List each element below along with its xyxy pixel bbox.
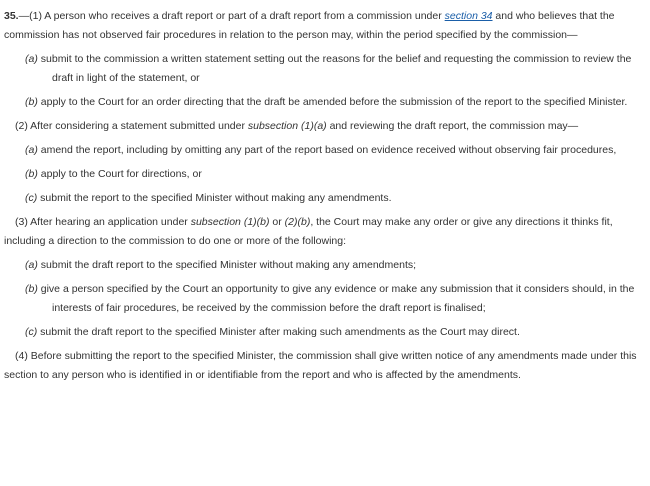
subsection-2-text-b: and reviewing the draft report, the commission may— xyxy=(326,120,579,132)
paragraph-text: submit the report to the specified Minister without making any amendments. xyxy=(37,192,392,204)
paragraph-label: (c) xyxy=(25,192,38,204)
paragraph-label: (a) xyxy=(25,259,38,271)
paragraph-2a xyxy=(4,141,640,160)
paragraph-text: apply to the Court for an order directing that the draft be amended before the submission of the report to the specified Minister. xyxy=(37,96,628,108)
subsection-4 xyxy=(4,347,640,385)
paragraph-label: (b) xyxy=(25,168,38,180)
paragraph-text: submit to the commission a written statement setting out the reasons for the belief and requesting the commission to review the draft in light of the statement, or xyxy=(37,53,632,84)
paragraph-label: (b) xyxy=(25,283,38,295)
subsection-1-intro-b: and who believes that the commission has not observed fair procedures in relation to the person may, within the period specified by the commission— xyxy=(4,10,615,41)
paragraph-text: amend the report, including by omitting any part of the report based on evidence received without observing fair procedures, xyxy=(37,144,617,156)
section-34-link[interactable]: section 34 xyxy=(444,10,493,22)
paragraph-text: apply to the Court for directions, or xyxy=(37,168,202,180)
paragraph-label: (c) xyxy=(25,326,38,338)
paragraph-text: submit the draft report to the specified Minister after making such amendments as the Court may direct. xyxy=(37,326,520,338)
paragraph-text: give a person specified by the Court an opportunity to give any evidence or make any submission that it considers should, in the interests of fair procedures, be received by the commission before the draft report is finalised; xyxy=(37,283,635,314)
paragraph-2c xyxy=(4,189,640,208)
subsection-3-or: or xyxy=(269,216,285,228)
subsection-1-intro-a: A person who receives a draft report or part of a draft report from a commission under xyxy=(44,10,445,22)
subsection-2-text-a: (2) After considering a statement submitted under xyxy=(15,120,248,132)
section-35-subsection-1 xyxy=(4,7,640,45)
subsection-2b-ref: (2)(b) xyxy=(284,216,311,228)
subsection-3-text-a: (3) After hearing an application under xyxy=(15,216,191,228)
subsection-1b-ref: subsection (1)(b) xyxy=(190,216,270,228)
subsection-3-text-b: , the Court may make any order or give any directions it thinks fit, including a direction to the commission to do one or more of the following: xyxy=(4,216,613,247)
paragraph-3a xyxy=(4,256,640,275)
paragraph-label: (b) xyxy=(25,96,38,108)
subsection-1-label: —(1) xyxy=(18,10,45,22)
paragraph-1b xyxy=(4,93,640,112)
paragraph-text: submit the draft report to the specified Minister without making any amendments; xyxy=(37,259,417,271)
subsection-3 xyxy=(4,213,640,251)
paragraph-1a xyxy=(4,50,640,88)
paragraph-label: (a) xyxy=(25,144,38,156)
paragraph-3c xyxy=(4,323,640,342)
subsection-2 xyxy=(4,117,640,136)
paragraph-3b xyxy=(4,280,640,318)
paragraph-2b xyxy=(4,165,640,184)
section-number: 35. xyxy=(4,10,19,22)
subsection-4-text: (4) Before submitting the report to the specified Minister, the commission shall give written notice of any amendments made under this section to any person who is identified in or identifiable from the report and who is affected by the amendments. xyxy=(4,350,637,381)
subsection-1a-ref: subsection (1)(a) xyxy=(247,120,327,132)
paragraph-label: (a) xyxy=(25,53,38,65)
